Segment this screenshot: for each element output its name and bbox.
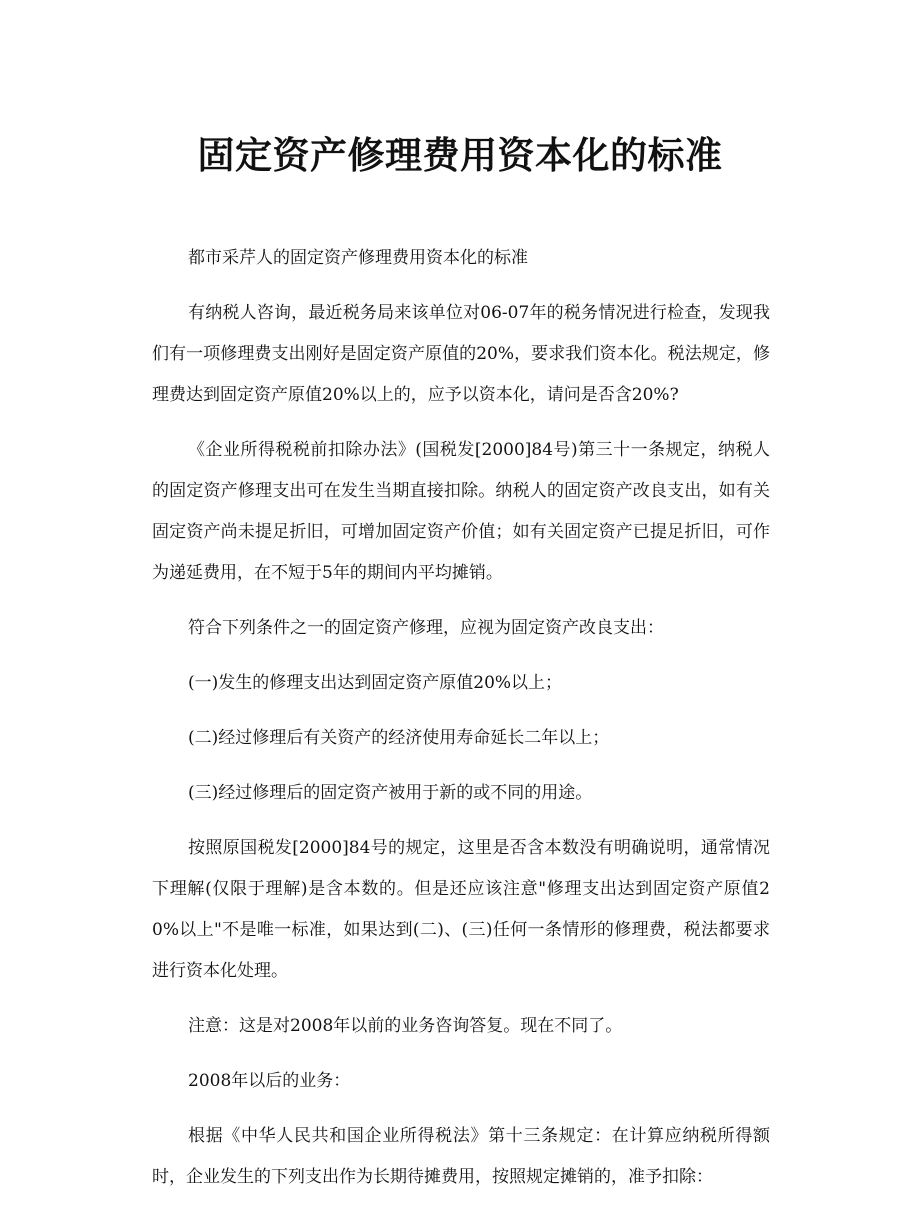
paragraph-condition-3: (三)经过修理后的固定资产被用于新的或不同的用途。 bbox=[188, 783, 593, 803]
document-title: 固定资产修理费用资本化的标准 bbox=[197, 132, 723, 177]
paragraph-conditions-intro: 符合下列条件之一的固定资产修理，应视为固定资产改良支出： bbox=[188, 618, 664, 638]
paragraph-condition-1: (一)发生的修理支出达到固定资产原值20%以上； bbox=[188, 673, 563, 693]
paragraph-tax-law: 根据《中华人民共和国企业所得税法》第十三条规定：在计算应纳税所得额时，企业发生的下列支出作为长期待摊费用，按照规定摊销的，准予扣除： bbox=[152, 1126, 770, 1187]
paragraph-regulation: 《企业所得税税前扣除办法》(国税发[2000]84号)第三十一条规定，纳税人的固定资产修理支出可在发生当期直接扣除。纳税人的固定资产改良支出，如有关固定资产尚未提足折旧，可增加固定资产价值；如有关固定资产已提足折旧，可作为递延费用，在不短于5年的期间内平均摊销。 bbox=[152, 440, 770, 583]
paragraph-condition-2: (二)经过修理后有关资产的经济使用寿命延长二年以上； bbox=[188, 728, 610, 748]
paragraph-question: 有纳税人咨询，最近税务局来该单位对06-07年的税务情况进行检查，发现我们有一项修理费支出刚好是固定资产原值的20%，要求我们资本化。税法规定，修理费达到固定资产原值20%以上的，应予以资本化，请问是否含20%? bbox=[152, 303, 770, 405]
paragraph-note: 注意：这是对2008年以前的业务咨询答复。现在不同了。 bbox=[188, 1016, 623, 1036]
document-body bbox=[152, 238, 770, 1212]
paragraph-post-2008-heading: 2008年以后的业务： bbox=[188, 1071, 351, 1091]
paragraph-interpretation: 按照原国税发[2000]84号的规定，这里是否含本数没有明确说明，通常情况下理解(仅限于理解)是含本数的。但是还应该注意"修理支出达到固定资产原值20%以上"不是唯一标准，如果达到(二)、(三)任何一条情形的修理费，税法都要求进行资本化处理。 bbox=[152, 838, 770, 981]
paragraph-author-line: 都市采芹人的固定资产修理费用资本化的标准 bbox=[188, 248, 528, 268]
